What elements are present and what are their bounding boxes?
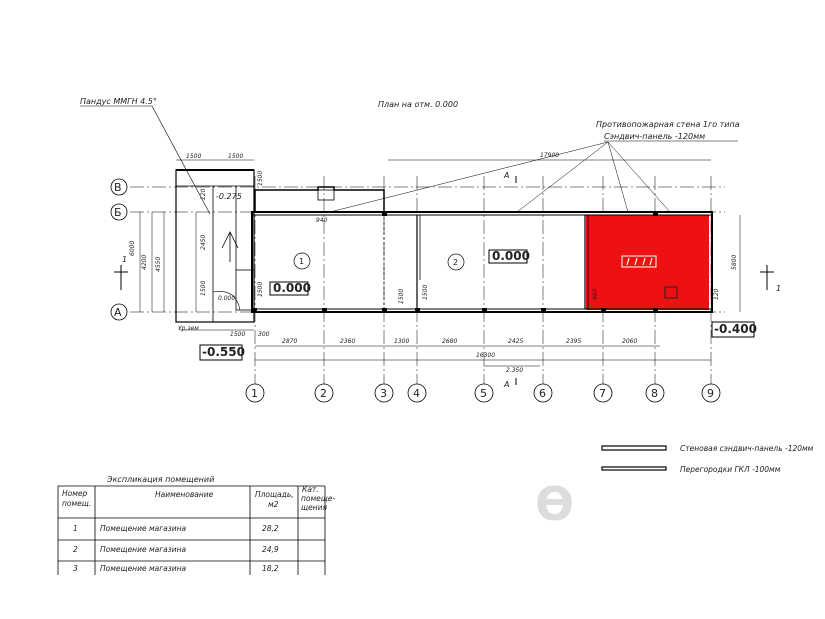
axis-col-3: 3 xyxy=(380,387,387,400)
row-1-num: 1 xyxy=(73,524,78,533)
legend-partition-swatch xyxy=(602,467,666,470)
section-1-right-label: 1 xyxy=(776,284,782,293)
row-3-area: 18,2 xyxy=(262,564,279,573)
dim-top-total: 17900 xyxy=(540,152,560,159)
ramp xyxy=(176,170,254,322)
row-1-name: Помещение магазина xyxy=(100,524,187,533)
dim-bottom-sub: 2.350 xyxy=(506,367,524,374)
section-1-left-label: 1 xyxy=(122,255,128,264)
room-2-number: 2 xyxy=(453,258,459,267)
header-area-1: Площадь, xyxy=(255,490,294,499)
dim-left-d: 1500 xyxy=(200,280,207,296)
dim-top-a: 1500 xyxy=(186,153,202,160)
header-num-2: помещ. xyxy=(62,499,92,508)
watermark: Ѳ xyxy=(535,477,575,531)
row-axis-markers xyxy=(111,179,127,320)
dim-top-b: 1500 xyxy=(228,153,244,160)
dim-bottom-b: 300 xyxy=(258,331,270,338)
dim-bottom-total: 16300 xyxy=(476,352,496,359)
dim-door1: 940 xyxy=(316,217,328,224)
header-area-2: м2 xyxy=(268,500,279,509)
header-cat-3: щения xyxy=(301,503,327,512)
header-cat-2: помеще- xyxy=(301,494,336,503)
dim-left-a: 4200 xyxy=(141,254,148,270)
row-3-num: 3 xyxy=(73,564,78,573)
room-schedule xyxy=(58,475,335,575)
section-mark-top: A xyxy=(504,171,510,180)
level-ramp: 0.000 xyxy=(218,295,236,302)
dim-bottom-d: 2360 xyxy=(340,338,356,345)
dim-bottom-c: 2870 xyxy=(282,338,298,345)
row-1-area: 28,2 xyxy=(262,524,279,533)
level-0275: -0.275 xyxy=(216,192,242,201)
dim-right-small: 120 xyxy=(713,288,720,300)
legend-wall-swatch xyxy=(602,446,666,450)
level-room2: 0.000 xyxy=(492,249,530,263)
dim-inner4: 980 xyxy=(592,288,599,300)
dim-bottom-i: 2060 xyxy=(622,338,638,345)
level-0400: -0.400 xyxy=(714,322,757,336)
dim-left-e: 120 xyxy=(200,188,207,200)
axis-row-v: В xyxy=(114,181,122,194)
row-2-name: Помещение магазина xyxy=(100,545,187,554)
dim-bottom-e: 1300 xyxy=(394,338,410,345)
section-mark-bottom: A xyxy=(504,380,510,389)
row-2-area: 24,9 xyxy=(262,545,279,554)
axis-col-5: 5 xyxy=(480,387,487,400)
dim-bottom-a: 1500 xyxy=(230,331,246,338)
room-1-number: 1 xyxy=(299,257,305,266)
level-room1: 0.000 xyxy=(273,281,311,295)
axis-col-4: 4 xyxy=(413,387,420,400)
dim-inner3: 1500 xyxy=(422,284,429,300)
axis-col-1: 1 xyxy=(251,387,258,400)
axis-row-b: Б xyxy=(114,206,122,219)
section-1-left xyxy=(114,265,128,290)
fire-zone-room-3 xyxy=(586,215,709,310)
legend xyxy=(602,444,814,474)
header-name: Наименование xyxy=(155,490,214,499)
ground-label: Ур.зем xyxy=(178,325,199,332)
plan-title: План на отм. 0.000 xyxy=(378,100,459,109)
dim-left-total: 6000 xyxy=(129,240,136,256)
dim-right-total: 5800 xyxy=(731,254,738,270)
axis-col-7: 7 xyxy=(599,387,606,400)
column-axis-markers xyxy=(246,384,720,402)
ramp-label: Пандус ММГН 4.5° xyxy=(80,97,157,106)
row-3-name: Помещение магазина xyxy=(100,564,187,573)
section-1-right xyxy=(760,265,774,290)
header-num-1: Номер xyxy=(62,489,88,498)
row-2-num: 2 xyxy=(73,545,78,554)
fire-wall-label-2: Сэндвич-панель -120мм xyxy=(604,132,706,141)
axis-col-8: 8 xyxy=(651,387,658,400)
axis-col-2: 2 xyxy=(320,387,327,400)
axis-col-6: 6 xyxy=(539,387,546,400)
legend-wall-label: Стеновая сэндвич-панель -120мм xyxy=(680,444,814,453)
dim-bottom-h: 2395 xyxy=(566,338,582,345)
schedule-title: Экспликация помещений xyxy=(107,475,215,484)
dim-door2: 1500 xyxy=(257,170,264,186)
header-cat-1: Кат. xyxy=(302,485,319,494)
axis-col-9: 9 xyxy=(707,387,714,400)
level-0550: -0.550 xyxy=(202,345,245,359)
dim-left-c: 2450 xyxy=(200,234,207,250)
fire-wall-leaders xyxy=(330,142,670,212)
dim-bottom-f: 2680 xyxy=(442,338,458,345)
axis-row-a: А xyxy=(114,306,122,319)
dim-inner2: 1500 xyxy=(398,288,405,304)
fire-wall-label-1: Противопожарная стена 1го типа xyxy=(596,120,740,129)
dim-left-b: 4550 xyxy=(155,256,162,272)
dim-inner1: 1500 xyxy=(257,281,264,297)
legend-partition-label: Перегородки ГКЛ -100мм xyxy=(680,465,781,474)
dim-bottom-g: 2425 xyxy=(508,338,524,345)
